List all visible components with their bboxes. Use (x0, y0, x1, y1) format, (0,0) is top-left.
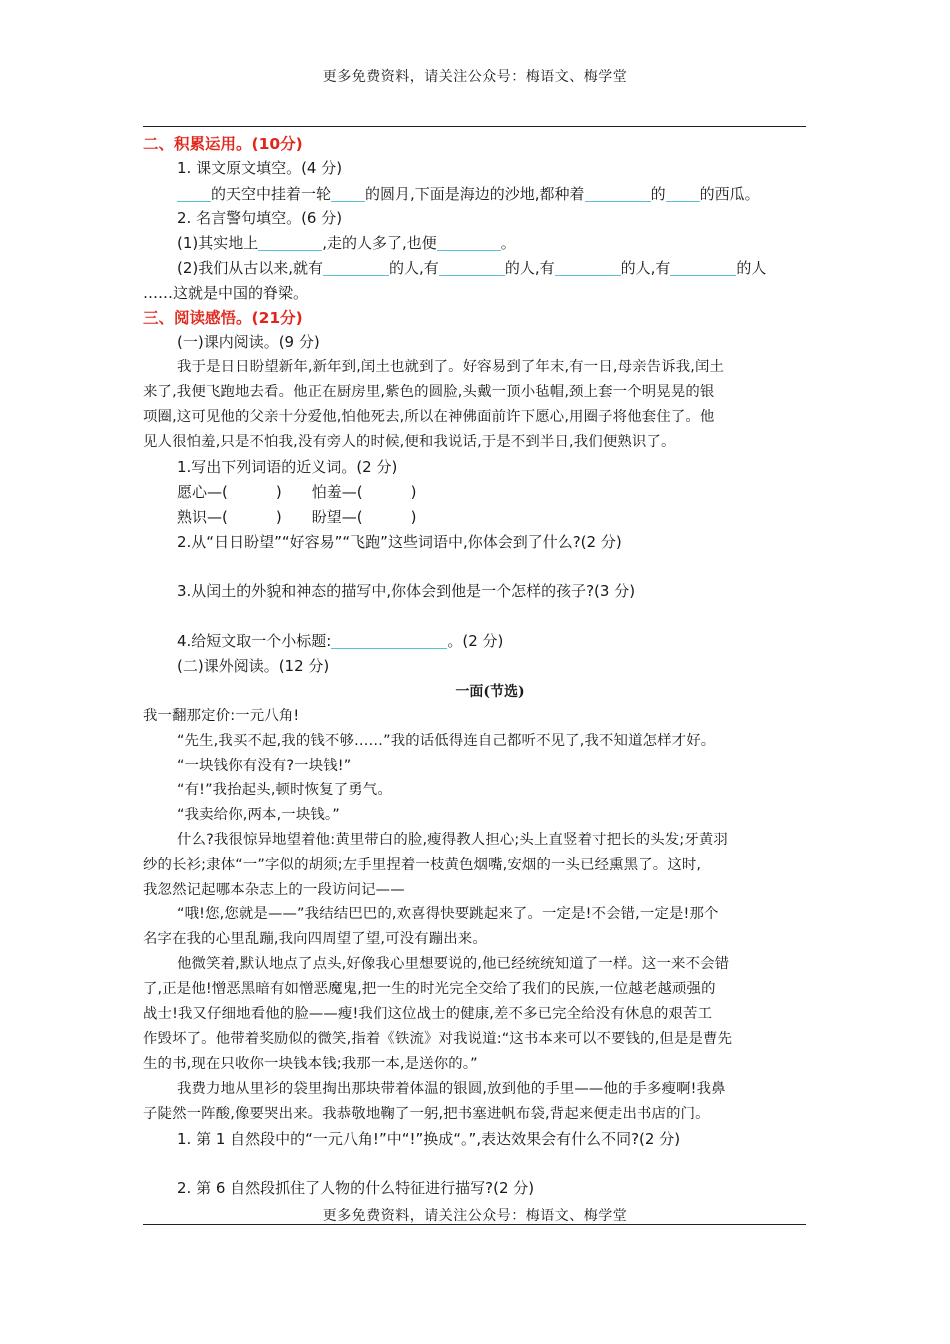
p2-q1: 1. 第 1 自然段中的“一元八角!”中“!”换成“。”,表达效果会有什么不同?(2 分) (177, 1130, 681, 1148)
s2-q2-label: 2. 名言警句填空。(6 分) (177, 209, 343, 227)
text-segment: 的圆月,下面是海边的沙地,都种着 (365, 185, 585, 203)
passage2-line: 战士!我又仔细地看他的脸——瘦!我们这位战士的健康,差不多已完全给没有休息的艰苦工 (143, 1006, 713, 1022)
s2-q2-line2 (143, 258, 847, 278)
text-segment: 的人,有 (504, 259, 555, 277)
text-segment: (2)我们从古以来,就有 (177, 259, 324, 277)
fill-blank[interactable] (439, 259, 505, 276)
synonym-prompt: 盼望—( (311, 508, 363, 526)
passage2-line: 名字在我的心里乱蹦,我向四周望了望,可没有蹦出来。 (143, 931, 487, 947)
passage2-line: 我一翻那定价:一元八角! (143, 708, 300, 724)
passage1-line: 见人很怕羞,只是不怕我,没有旁人的时候,便和我说话,于是不到半日,我们便熟识了。 (143, 434, 676, 450)
text-segment: 的人,有 (389, 259, 439, 277)
fill-blank[interactable] (437, 234, 501, 251)
section3-title: 三、阅读感悟。(21分) (143, 309, 303, 327)
part1-label: (一)课内阅读。(9 分) (177, 333, 320, 351)
part2-label: (二)课外阅读。(12 分) (177, 657, 330, 675)
passage1-line: 我于是日日盼望新年,新年到,闰土也就到了。好容易到了年末,有一日,母亲告诉我,闰土 (177, 359, 725, 375)
text-segment: 的 (650, 185, 666, 203)
passage2-line: 纱的长衫;隶体“一”字似的胡须;左手里捏着一枝黄色烟嘴,安烟的一头已经熏黑了。这时, (143, 857, 702, 873)
s2-q1-line (143, 184, 847, 204)
text-segment: ) (410, 483, 417, 501)
s2-q2-line1 (143, 233, 847, 253)
synonym-prompt: 熟识—( (177, 508, 228, 526)
text-segment: ) (275, 508, 282, 526)
footer-rule (143, 1224, 806, 1225)
passage2-line: 子陡然一阵酸,像要哭出来。我恭敬地鞠了一躬,把书塞进帆布袋,背起来便走出书店的门。 (143, 1106, 710, 1122)
text-segment: 。(2 分) (447, 632, 504, 650)
fill-blank[interactable] (331, 632, 447, 649)
passage2-line: 生的书,现在只收你一块钱本钱;我那一本,是送你的。” (143, 1056, 478, 1072)
text-segment: ) (410, 508, 417, 526)
text-segment: 4.给短文取一个小标题: (177, 632, 332, 650)
text-segment: 的西瓜。 (699, 185, 760, 203)
page-footer: 更多免费资料，请关注公众号：梅语文、梅学堂 (322, 1208, 628, 1224)
fill-blank[interactable] (555, 259, 621, 276)
text-segment: 的天空中挂着一轮 (211, 185, 332, 203)
passage2-line: 我忽然记起哪本杂志上的一段访问记—— (143, 882, 405, 898)
fill-blank[interactable] (331, 185, 365, 202)
fill-blank[interactable] (323, 259, 389, 276)
fill-blank[interactable] (585, 185, 651, 202)
passage2-line: “先生,我买不起,我的钱不够……”我的话低得连自己都听不见了,我不知道怎样才好。 (177, 733, 716, 749)
fill-blank[interactable] (258, 234, 322, 251)
passage2-line: “我卖给你,两本,一块钱。” (177, 807, 340, 823)
page-header: 更多免费资料，请关注公众号：梅语文、梅学堂 (322, 69, 628, 85)
passage2-line: “哦!您,您就是——”我结结巴巴的,欢喜得快要跳起来了。一定是!不会错,一定是!那个 (177, 906, 719, 922)
passage1-line: 来了,我便飞跑地去看。他正在厨房里,紫色的圆脸,头戴一顶小毡帽,颈上套一个明晃晃的银 (143, 384, 715, 400)
text-segment: ) (275, 483, 282, 501)
p2-q2: 2. 第 6 自然段抓住了人物的什么特征进行描写?(2 分) (177, 1179, 535, 1197)
passage2-line: 他微笑着,默认地点了点头,好像我心里想要说的,他已经统统知道了一样。这一来不会错 (177, 956, 730, 972)
fill-blank[interactable] (177, 185, 211, 202)
text-segment: ,走的人多了,也便 (322, 234, 437, 252)
s2-q1-label: 1. 课文原文填空。(4 分) (177, 159, 343, 177)
passage2-line: “一块钱你有没有?一块钱!” (177, 758, 352, 774)
passage2-title: 一面(节选) (455, 684, 525, 700)
p1-q4 (143, 631, 847, 651)
passage2-line: 我费力地从里衫的袋里掏出那块带着体温的银圆,放到他的手里——他的手多瘦啊!我鼻 (177, 1081, 726, 1097)
passage2-line: 了,正是他!憎恶黑暗有如憎恶魔鬼,把一生的时光完全交给了我们的民族,一位越老越顽强的 (143, 981, 716, 997)
s2-q2-line3: ……这就是中国的脊梁。 (143, 284, 309, 302)
fill-blank[interactable] (666, 185, 700, 202)
text-segment: 的人,有 (620, 259, 671, 277)
fill-blank[interactable] (670, 259, 736, 276)
text-segment: 。 (500, 234, 516, 252)
text-segment: 的人 (736, 259, 767, 277)
p1-q2: 2.从“日日盼望”“好容易”“飞跑”这些词语中,你体会到了什么?(2 分) (177, 533, 622, 551)
passage2-line: 作毁坏了。他带着奖励似的微笑,指着《铁流》对我说道:“这书本来可以不要钱的,但是是曹先 (143, 1031, 733, 1047)
p1-q3: 3.从闰土的外貌和神态的描写中,你体会到他是一个怎样的孩子?(3 分) (177, 582, 636, 600)
header-rule (143, 126, 806, 127)
p1-q1-row1 (143, 482, 847, 502)
passage2-line: 什么?我很惊异地望着他:黄里带白的脸,瘦得教人担心;头上直竖着寸把长的头发;牙黄羽 (177, 832, 728, 848)
passage2-line: “有!”我抬起头,顿时恢复了勇气。 (177, 782, 392, 798)
text-segment: (1)其实地上 (177, 234, 259, 252)
passage1-line: 项圈,这可见他的父亲十分爱他,怕他死去,所以在神佛面前许下愿心,用圈子将他套住了。他 (143, 409, 715, 425)
p1-q1-row2 (143, 507, 847, 527)
section2-title: 二、积累运用。(10分) (143, 135, 303, 153)
p1-q1-label: 1.写出下列词语的近义词。(2 分) (177, 458, 398, 476)
synonym-prompt: 怕羞—( (311, 483, 363, 501)
synonym-prompt: 愿心—( (177, 483, 228, 501)
